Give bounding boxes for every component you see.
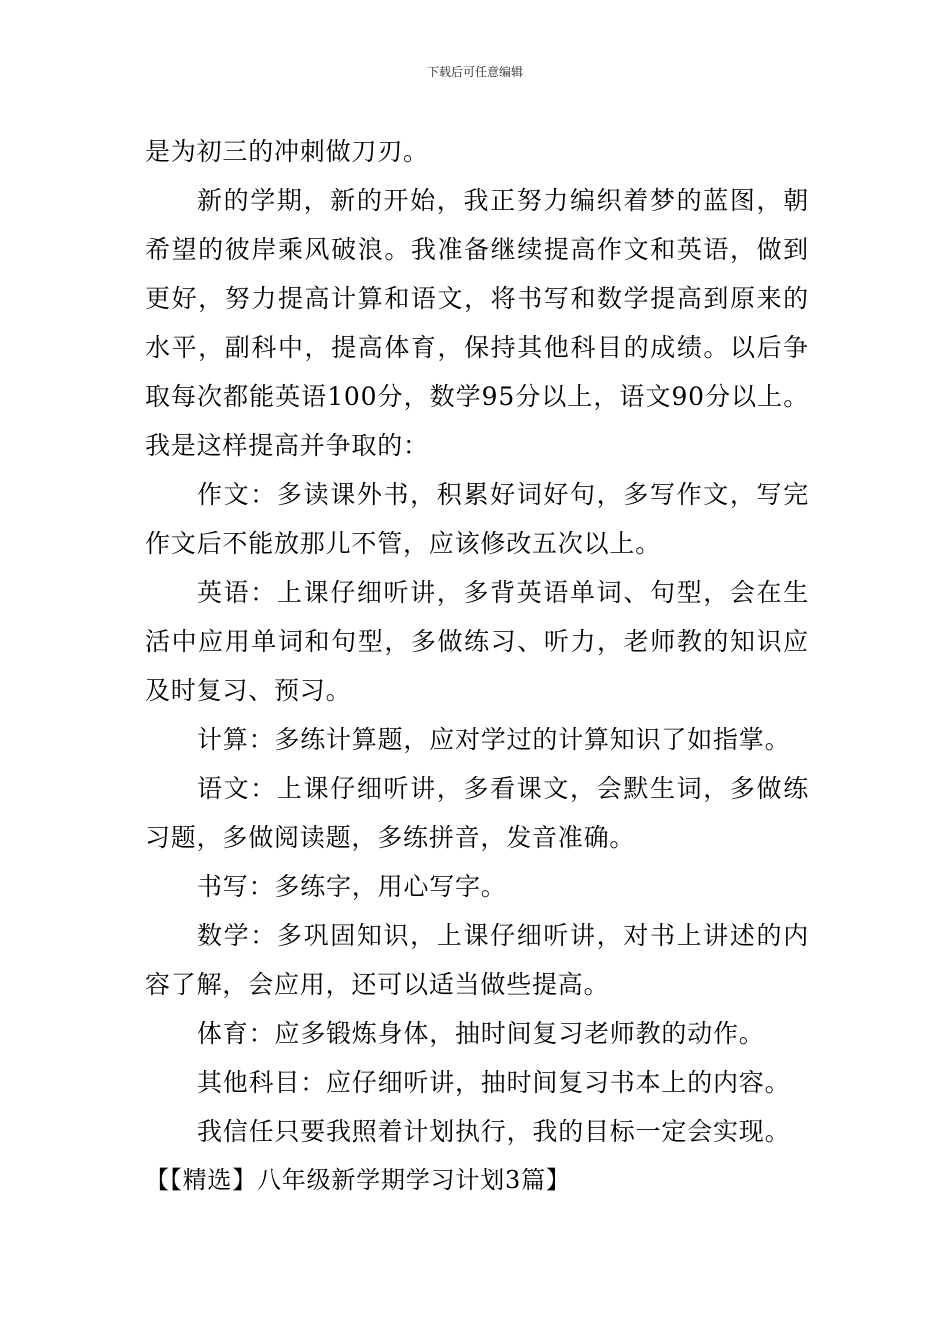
page-header: 下载后可任意编辑 — [426, 65, 523, 79]
paragraph-composition: 作文：多读课外书，积累好词好句，多写作文，写完作文后不能放那儿不管，应该修改五次以上。 — [145, 480, 809, 558]
paragraph-chinese: 语文：上课仔细听讲，多看课文，会默生词，多做练习题，多做阅读题，多练拼音，发音准确。 — [145, 774, 809, 852]
paragraph-math: 数学：多巩固知识，上课仔细听讲，对书上讲述的内容了解，会应用，还可以适当做些提高。 — [145, 921, 809, 999]
section-title: 【【精选】八年级新学期学习计划3篇】 — [145, 1166, 571, 1194]
document-body — [145, 127, 809, 1205]
paragraph-other-subjects: 其他科目：应仔细听讲，抽时间复习书本上的内容。 — [197, 1068, 791, 1097]
paragraph-english: 英语：上课仔细听讲，多背英语单词、句型，会在生活中应用单词和句型，多做练习、听力，老师教的知识应及时复习、预习。 — [145, 578, 809, 705]
paragraph-continuation: 是为初三的冲刺做刀刃。 — [145, 137, 429, 166]
paragraph-writing: 书写：多练字，用心写字。 — [197, 872, 507, 901]
paragraph-pe: 体育：应多锻炼身体，抽时间复习老师教的动作。 — [197, 1019, 765, 1048]
paragraph-conclusion: 我信任只要我照着计划执行，我的目标一定会实现。 — [197, 1117, 791, 1146]
paragraph-calculation: 计算：多练计算题，应对学过的计算知识了如指掌。 — [197, 725, 791, 754]
paragraph-intro: 新的学期，新的开始，我正努力编织着梦的蓝图，朝希望的彼岸乘风破浪。我准备继续提高作文和英语，做到更好，努力提高计算和语文，将书写和数学提高到原来的水平，副科中，提高体育，保持其他科目的成绩。以后争取每次都能英语100分，数学95分以上，语文90分以上。我是这样提高并争取的： — [145, 186, 809, 460]
